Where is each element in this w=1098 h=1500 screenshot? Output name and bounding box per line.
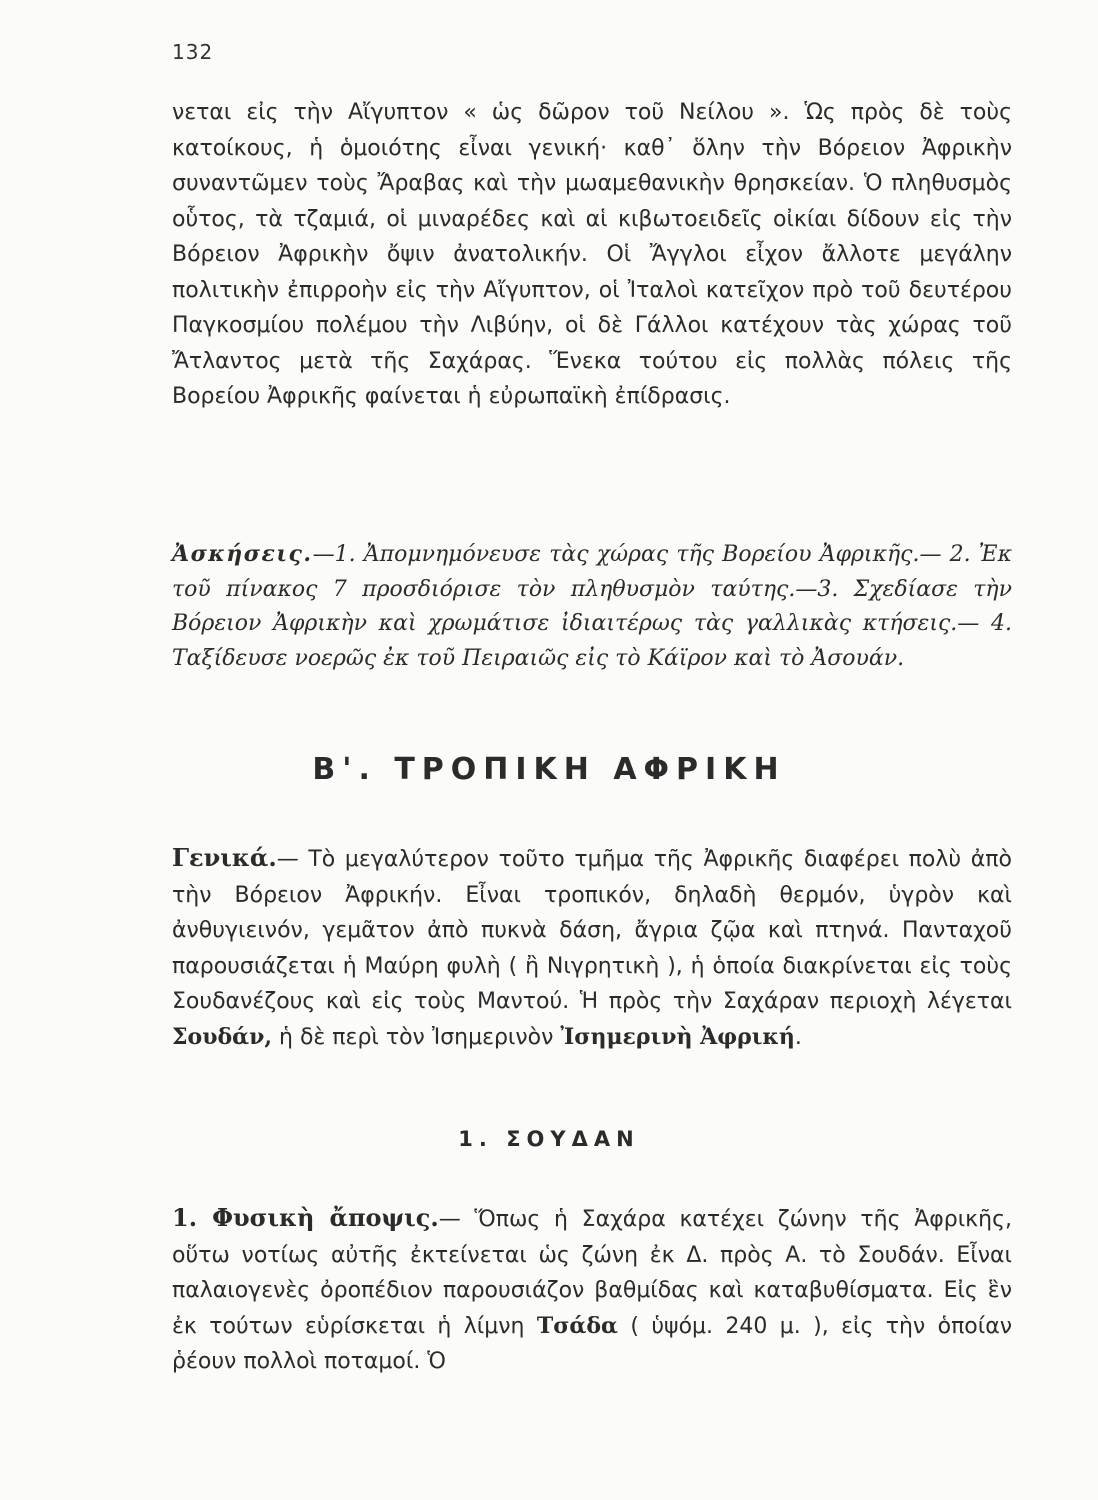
term-soudan: Σουδάν, (172, 1023, 273, 1050)
exercises (172, 537, 1012, 676)
page-number: 132 (172, 40, 214, 64)
exercises-text: —1. Ἀπομνημόνευσε τὰς χώρας τῆς Βορείου Ἀφρικῆς.— 2. Ἐκ τοῦ πίνακος 7 προσδιόρισε τὸν πληθυσμὸν ταύτης.—3. Σχεδίασε τὴν Βόρειον Ἀφρικὴν καὶ χρωμάτισε ἰδιαιτέρως τὰς γαλλικὰς κτήσεις.— 4. Ταξίδευσε νοερῶς ἐκ τοῦ Πειραιῶς εἰς τὸ Κάϊρον καὶ τὸ Ἀσουάν. (172, 542, 1012, 671)
term-tsada: Τσάδα (536, 1312, 618, 1339)
paragraph-general-text-a: — Τὸ μεγαλύτερον τοῦτο τμῆμα τῆς Ἀφρικῆς διαφέρει πολὺ ἀπὸ τὴν Βόρειον Ἀφρικήν. Εἶναι τροπικόν, δηλαδὴ θερμόν, ὑγρὸν καὶ ἀνθυγιεινόν, γεμᾶτον ἀπὸ πυκνὰ δάση, ἄγρια ζῷα καὶ πτηνά. Πανταχοῦ παρουσιάζεται ἡ Μαύρη φυλὴ ( ἢ Νιγρητικὴ ), ἡ ὁποία διακρίνεται εἰς τοὺς Σουδανέζους καὶ εἰς τοὺς Μαντού. Ἡ πρὸς τὴν Σαχάραν περιοχὴ λέγεται (172, 847, 1012, 1014)
paragraph-general-text-c: . (794, 1024, 802, 1050)
subsection-title: 1. ΣΟΥΔΑΝ (458, 1127, 640, 1151)
paragraph-physical (172, 1200, 1012, 1380)
paragraph-general (172, 840, 1012, 1055)
paragraph-physical-text-b: ( ὑψόμ. 240 μ. ), εἰς τὴν ὁποίαν ῥέουν πολλοὶ ποταμοί. Ὁ (172, 1313, 1013, 1374)
term-equatorial-africa: Ἰσημερινὴ Ἀφρική (560, 1023, 795, 1050)
paragraph-north-africa: νεται εἰς τὴν Αἴγυπτον « ὡς δῶρον τοῦ Νείλου ». Ὡς πρὸς δὲ τοὺς κατοίκους, ἡ ὁμοιότης εἶναι γενική· καθ᾽ ὅλην τὴν Βόρειον Ἀφρικὴν συναντῶμεν τοὺς Ἄραβας καὶ τὴν μωαμεθανικὴν θρησκείαν. Ὁ πληθυσμὸς οὗτος, τὰ τζαμιά, οἱ μιναρέδες καὶ αἱ κιβωτοειδεῖς οἰκίαι δίδουν εἰς τὴν Βόρειον Ἀφρικὴν ὄψιν ἀνατολικήν. Οἱ Ἄγγλοι εἶχον ἄλλοτε μεγάλην πολιτικὴν ἐπιρροὴν εἰς τὴν Αἴγυπτον, οἱ Ἰταλοὶ κατεῖχον πρὸ τοῦ δευτέρου Παγκοσμίου πολέμου τὴν Λιβύην, οἱ δὲ Γάλλοι κατέχουν τὰς χώρας τοῦ Ἄτλαντος μετὰ τῆς Σαχάρας. Ἕνεκα τούτου εἰς πολλὰς πόλεις τῆς Βορείου Ἀφρικῆς φαίνεται ἡ εὐρωπαϊκὴ ἐπίδρασις. (172, 100, 1012, 409)
paragraph-general-text-b: ἡ δὲ περὶ τὸν Ἰσημερινὸν (272, 1024, 561, 1050)
paragraph-general-lead: Γενικά. (172, 843, 277, 872)
section-title: Β'. ΤΡΟΠΙΚΗ ΑΦΡΙΚΗ (312, 752, 786, 787)
paragraph-physical-text-a: — Ὅπως ἡ Σαχάρα κατέχει ζώνην τῆς Ἀφρικῆς, οὕτω νοτίως αὐτῆς ἐκτείνεται ὡς ζώνη ἐκ Δ. πρὸς Α. τὸ Σουδάν. Εἶναι παλαιογενὲς ὀροπέδιον παρουσιάζον βαθμίδας καὶ καταβυθίσματα. Εἰς ἓν ἐκ τούτων εὑρίσκεται ἡ λίμνη (172, 1207, 1012, 1339)
paragraph-physical-lead: 1. Φυσικὴ ἄποψις. (172, 1203, 439, 1232)
exercises-label: Ἀσκήσεις. (172, 541, 313, 567)
